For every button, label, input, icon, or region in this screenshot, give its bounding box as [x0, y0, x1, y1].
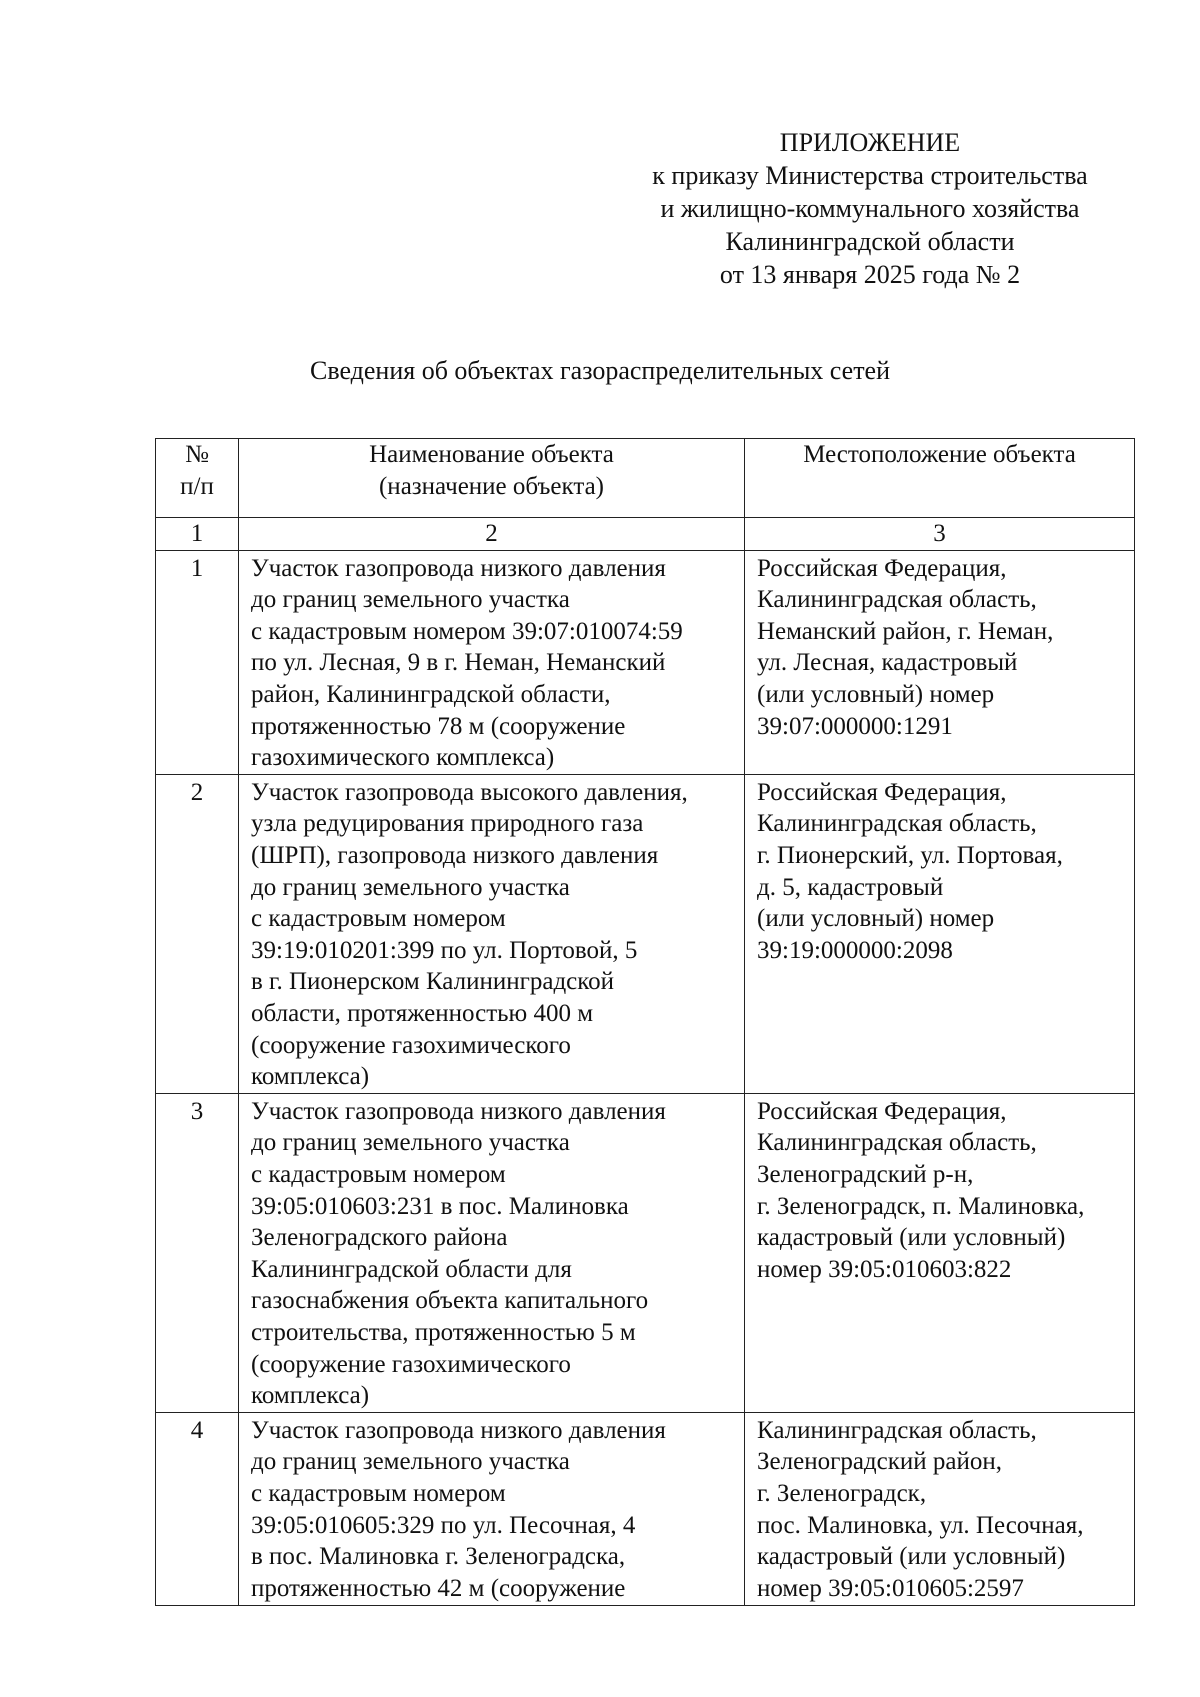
object-location-line: Калининградская область, — [757, 1129, 1037, 1157]
object-name-line: в г. Пионерском Калининградской — [251, 968, 615, 996]
object-name-line: в пос. Малиновка г. Зеленоградска, — [251, 1543, 626, 1571]
object-location-cell — [745, 550, 1135, 774]
table-header-row — [156, 439, 1135, 518]
object-location-line: Калининградская область, — [757, 586, 1037, 614]
object-location-line: Зеленоградский р-н, — [757, 1160, 974, 1188]
table-row — [156, 1093, 1135, 1412]
object-name-line: Участок газопровода низкого давления — [251, 1097, 666, 1125]
object-name-line: с кадастровым номером — [251, 1160, 506, 1188]
document-title: Сведения об объектах газораспределительных сетей — [309, 356, 891, 385]
object-location-line: пос. Малиновка, ул. Песочная, — [757, 1511, 1084, 1539]
object-location-line: Российская Федерация, — [757, 778, 1007, 806]
appendix-date: от 13 января 2025 года № 2 — [719, 260, 1021, 289]
object-name-line: Участок газопровода низкого давления — [251, 554, 666, 582]
object-location-line: 39:07:000000:1291 — [757, 712, 953, 740]
object-location-line: г. Зеленоградск, п. Малиновка, — [757, 1192, 1085, 1220]
object-name-line: газоснабжения объекта капитального — [251, 1287, 649, 1315]
object-location-cell — [745, 1412, 1135, 1605]
object-name-line: области, протяженностью 400 м — [251, 999, 594, 1027]
header-location — [745, 439, 1135, 518]
object-name-line: с кадастровым номером — [251, 1479, 506, 1507]
object-name-line: с кадастровым номером 39:07:010074:59 — [251, 617, 683, 645]
object-name-line: протяженностью 42 м (сооружение — [251, 1574, 626, 1602]
appendix-line: и жилищно-коммунального хозяйства — [660, 194, 1080, 223]
object-name-line: Зеленоградского района — [251, 1224, 508, 1252]
table-row — [156, 1412, 1135, 1605]
object-location-line: 39:19:000000:2098 — [757, 936, 953, 964]
object-name-line: Участок газопровода высокого давления, — [251, 778, 688, 806]
object-location-line: кадастровый (или условный) — [757, 1224, 1066, 1252]
object-location-line: номер 39:05:010603:822 — [757, 1255, 1012, 1283]
object-location-line: Российская Федерация, — [757, 1097, 1007, 1125]
object-location-line: ул. Лесная, кадастровый — [757, 649, 1018, 677]
object-location-line: (или условный) номер — [757, 680, 995, 708]
object-location-line: (или условный) номер — [757, 905, 995, 933]
object-name-line: газохимического комплекса) — [251, 744, 555, 772]
object-name-line: 39:05:010603:231 в пос. Малиновка — [251, 1192, 629, 1220]
object-location-line: г. Пионерский, ул. Портовая, — [757, 841, 1063, 869]
header-text: Местоположение объекта — [803, 441, 1076, 468]
row-number: 2 — [156, 774, 239, 1093]
object-name-line: Калининградской области для — [251, 1255, 572, 1283]
object-name-line: (ШРП), газопровода низкого давления — [251, 841, 659, 869]
table-row — [156, 550, 1135, 774]
column-number: 1 — [156, 518, 239, 551]
object-name-line: до границ земельного участка — [251, 586, 570, 614]
header-name — [239, 439, 745, 518]
object-name-line: с кадастровым номером — [251, 905, 506, 933]
object-name-line: 39:05:010605:329 по ул. Песочная, 4 — [251, 1511, 636, 1539]
object-name-line: протяженностью 78 м (сооружение — [251, 712, 626, 740]
column-number: 2 — [239, 518, 745, 551]
row-number: 1 — [156, 550, 239, 774]
object-name-line: строительства, протяженностью 5 м — [251, 1318, 636, 1346]
header-text: (назначение объекта) — [378, 472, 604, 500]
row-number: 4 — [156, 1412, 239, 1605]
object-name-line: (сооружение газохимического — [251, 1350, 571, 1378]
appendix-title: ПРИЛОЖЕНИЕ — [779, 128, 961, 157]
object-location-line: Зеленоградский район, — [757, 1448, 1002, 1476]
object-location-line: кадастровый (или условный) — [757, 1543, 1066, 1571]
object-name-line: район, Калининградской области, — [251, 680, 611, 708]
object-name-cell — [239, 774, 745, 1093]
object-name-line: по ул. Лесная, 9 в г. Неман, Неманский — [251, 649, 666, 677]
header-text: Наименование объекта — [369, 441, 614, 468]
object-location-line: номер 39:05:010605:2597 — [757, 1574, 1024, 1602]
object-name-line: Участок газопровода низкого давления — [251, 1416, 666, 1444]
object-location-line: г. Зеленоградск, — [757, 1479, 927, 1507]
header-num — [156, 439, 239, 518]
object-name-line: комплекса) — [251, 1063, 370, 1091]
objects-table — [155, 438, 1135, 1606]
table-row — [156, 774, 1135, 1093]
column-number-row — [156, 518, 1135, 551]
object-name-line: комплекса) — [251, 1382, 370, 1410]
object-location-line: Неманский район, г. Неман, — [757, 617, 1054, 645]
appendix-line: к приказу Министерства строительства — [652, 161, 1088, 190]
object-location-line: д. 5, кадастровый — [757, 873, 944, 901]
object-name-cell — [239, 550, 745, 774]
header-text: № — [185, 441, 209, 468]
appendix-header — [600, 126, 1140, 291]
column-number: 3 — [745, 518, 1135, 551]
object-name-line: до границ земельного участка — [251, 1129, 570, 1157]
object-name-line: узла редуцирования природного газа — [251, 810, 644, 838]
object-name-cell — [239, 1412, 745, 1605]
object-location-line: Калининградская область, — [757, 810, 1037, 838]
object-name-line: (сооружение газохимического — [251, 1031, 571, 1059]
object-name-cell — [239, 1093, 745, 1412]
object-name-line: до границ земельного участка — [251, 873, 570, 901]
header-text: п/п — [180, 472, 214, 500]
appendix-line: Калининградской области — [725, 227, 1015, 256]
object-location-line: Калининградская область, — [757, 1416, 1037, 1444]
object-location-line: Российская Федерация, — [757, 554, 1007, 582]
object-name-line: до границ земельного участка — [251, 1448, 570, 1476]
row-number: 3 — [156, 1093, 239, 1412]
object-location-cell — [745, 1093, 1135, 1412]
object-name-line: 39:19:010201:399 по ул. Портовой, 5 — [251, 936, 638, 964]
object-location-cell — [745, 774, 1135, 1093]
